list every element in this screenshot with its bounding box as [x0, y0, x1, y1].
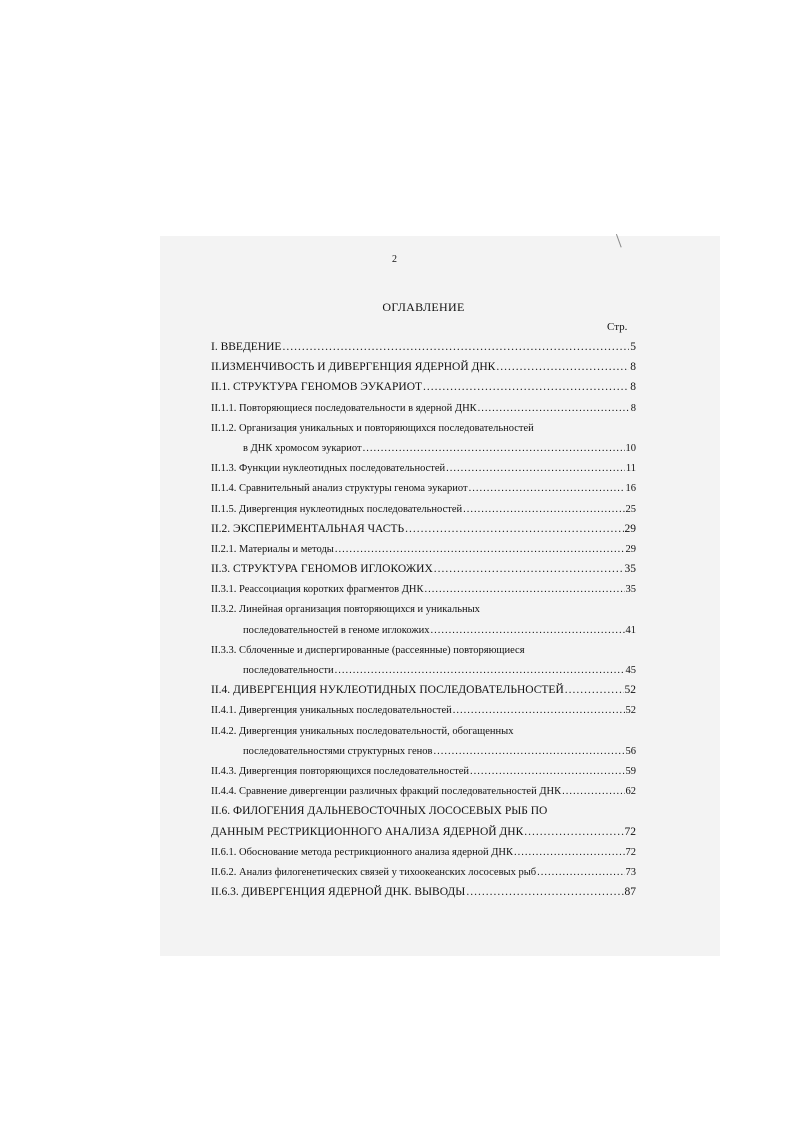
toc-entry [211, 885, 636, 905]
toc-entry-title: II.4.4. Сравнение дивергенции различных фракций последовательностей ДНК [211, 786, 562, 798]
toc-entry [211, 663, 636, 683]
toc-entry [211, 764, 636, 784]
toc-leader-dots [434, 562, 624, 577]
toc-entry [211, 481, 636, 501]
toc-entry [211, 602, 636, 622]
toc-entry-page: 10 [625, 442, 636, 454]
toc-leader-dots [446, 461, 625, 476]
toc-title: ОГЛАВЛЕНИЕ [382, 300, 465, 314]
toc-entry-page: 8 [630, 361, 636, 374]
toc-entry [211, 582, 636, 602]
toc-leader-dots [565, 683, 624, 698]
toc-leader-dots [433, 744, 624, 759]
toc-leader-dots [478, 401, 630, 416]
toc-entry [211, 522, 636, 542]
toc-entry [211, 401, 636, 421]
toc-entry-title: II.1.5. Дивергенция нуклеотидных последовательностей [211, 503, 463, 515]
toc-entry-page: 52 [624, 684, 636, 697]
toc-entry-title: II.4.2. Дивергенция уникальных последовательностй, обогащенных [211, 725, 514, 737]
toc-entry-page: 56 [625, 745, 636, 757]
toc-entry-title: II.1.4. Сравнительный анализ структуры генома эукариот [211, 483, 468, 495]
toc-leader-dots [335, 663, 625, 678]
toc-entry [211, 360, 636, 380]
toc-leader-dots [405, 522, 623, 537]
toc-entry [211, 845, 636, 865]
toc-entry-page: 25 [625, 503, 636, 515]
toc-entry-page: 11 [625, 463, 636, 475]
toc-leader-dots [431, 623, 625, 638]
toc-entry-page: 35 [625, 584, 636, 596]
toc-leader-dots [335, 542, 625, 557]
toc-entry-title: ДАННЫМ РЕСТРИКЦИОННОГО АНАЛИЗА ЯДЕРНОЙ ДНК [211, 825, 524, 838]
toc-entry-title: последовательностями структурных генов [243, 745, 433, 757]
toc-entry-page: 41 [625, 624, 636, 636]
toc-leader-dots [363, 441, 625, 456]
toc-entry-page: 16 [625, 483, 636, 495]
toc-entry [211, 643, 636, 663]
toc-entry [211, 562, 636, 582]
toc-entry-title: II.6.1. Обоснование метода рестрикционного анализа ядерной ДНК [211, 846, 513, 858]
toc-entry [211, 784, 636, 804]
toc-leader-dots [562, 784, 624, 799]
toc-entry [211, 623, 636, 643]
toc-entry-page: 29 [625, 543, 636, 555]
toc-entry-title: II.4.1. Дивергенция уникальных последовательностей [211, 705, 452, 717]
toc-leader-dots [469, 481, 625, 496]
toc-leader-dots [282, 340, 629, 355]
toc-entry-title: II.3. СТРУКТУРА ГЕНОМОВ ИГЛОКОЖИХ [211, 563, 433, 576]
toc-leader-dots [466, 885, 623, 900]
toc-entry [211, 865, 636, 885]
toc-entry-title: I. ВВЕДЕНИЕ [211, 341, 282, 353]
toc-entry [211, 744, 636, 764]
toc-entry-title: II.6.2. Анализ филогенетических связей у тихоокеанских лососевых рыб [211, 866, 537, 878]
toc-leader-dots [425, 582, 625, 597]
toc-entry-title: II.6.3. ДИВЕРГЕНЦИЯ ЯДЕРНОЙ ДНК. ВЫВОДЫ [211, 886, 466, 899]
toc-entry [211, 340, 636, 360]
toc-entry-title: II.4. ДИВЕРГЕНЦИЯ НУКЛЕОТИДНЫХ ПОСЛЕДОВАТЕЛЬНОСТЕЙ [211, 684, 564, 697]
toc-entry-page: 52 [625, 705, 636, 717]
toc-entry [211, 542, 636, 562]
toc-entry [211, 683, 636, 703]
toc-entry-page: 8 [630, 381, 636, 394]
toc-entry-page: 29 [624, 522, 636, 535]
toc-entries [211, 340, 636, 905]
toc-entry-title: II.6. ФИЛОГЕНИЯ ДАЛЬНЕВОСТОЧНЫХ ЛОСОСЕВЫХ РЫБ ПО [211, 805, 548, 818]
toc-leader-dots [423, 380, 629, 395]
toc-entry-title: II.3.1. Реассоциация коротких фрагментов ДНК [211, 584, 424, 596]
toc-leader-dots [470, 764, 625, 779]
toc-entry-title: последовательностей в геноме иглокожих [243, 624, 430, 636]
toc-entry-page: 35 [624, 563, 636, 576]
toc-entry [211, 825, 636, 845]
toc-entry-page: 45 [625, 665, 636, 676]
toc-entry [211, 461, 636, 481]
toc-entry-page: 72 [625, 846, 636, 858]
toc-entry-title: II.2.1. Материалы и методы [211, 543, 334, 555]
toc-entry [211, 380, 636, 400]
toc-leader-dots [524, 825, 623, 840]
page-number: 2 [392, 254, 397, 265]
toc-entry-page: 72 [624, 825, 636, 838]
toc-entry-page: 73 [625, 866, 636, 878]
toc-leader-dots [514, 845, 625, 860]
toc-entry-page: 5 [630, 341, 636, 353]
toc-entry-page: 8 [630, 402, 636, 414]
toc-entry-page: 87 [624, 886, 636, 899]
toc-entry-title: II.1.3. Функции нуклеотидных последовательностей [211, 463, 446, 475]
toc-leader-dots [463, 502, 624, 517]
toc-entry-title: II.2. ЭКСПЕРИМЕНТАЛЬНАЯ ЧАСТЬ [211, 522, 405, 535]
toc-entry-title: II.1. СТРУКТУРА ГЕНОМОВ ЭУКАРИОТ [211, 381, 423, 394]
toc-leader-dots [496, 360, 629, 375]
toc-entry [211, 502, 636, 522]
toc-entry-title: последовательности [243, 665, 334, 676]
toc-leader-dots [453, 703, 625, 718]
toc-leader-dots [537, 865, 624, 880]
page-column-label: Стр. [607, 321, 628, 333]
toc-entry [211, 421, 636, 441]
toc-entry-page: 62 [625, 786, 636, 798]
toc-entry [211, 441, 636, 461]
toc-entry-title: в ДНК хромосом эукариот [243, 442, 362, 454]
toc-entry [211, 724, 636, 744]
toc-entry-title: II.3.3. Сблоченные и диспергированные (рассеянные) повторяющиеся [211, 644, 525, 656]
toc-entry-title: II.1.1. Повторяющиеся последовательности в ядерной ДНК [211, 402, 477, 414]
toc-entry-title: II.3.2. Линейная организация повторяющихся и уникальных [211, 604, 480, 616]
toc-entry [211, 703, 636, 723]
toc-entry-page: 59 [625, 765, 636, 777]
toc-entry-title: II.ИЗМЕНЧИВОСТЬ И ДИВЕРГЕНЦИЯ ЯДЕРНОЙ ДНК [211, 361, 496, 374]
toc-entry-title: II.1.2. Организация уникальных и повторяющихся последовательностей [211, 422, 534, 434]
toc-entry [211, 804, 636, 824]
toc-entry-title: II.4.3. Дивергенция повторяющихся последовательностей [211, 765, 469, 777]
